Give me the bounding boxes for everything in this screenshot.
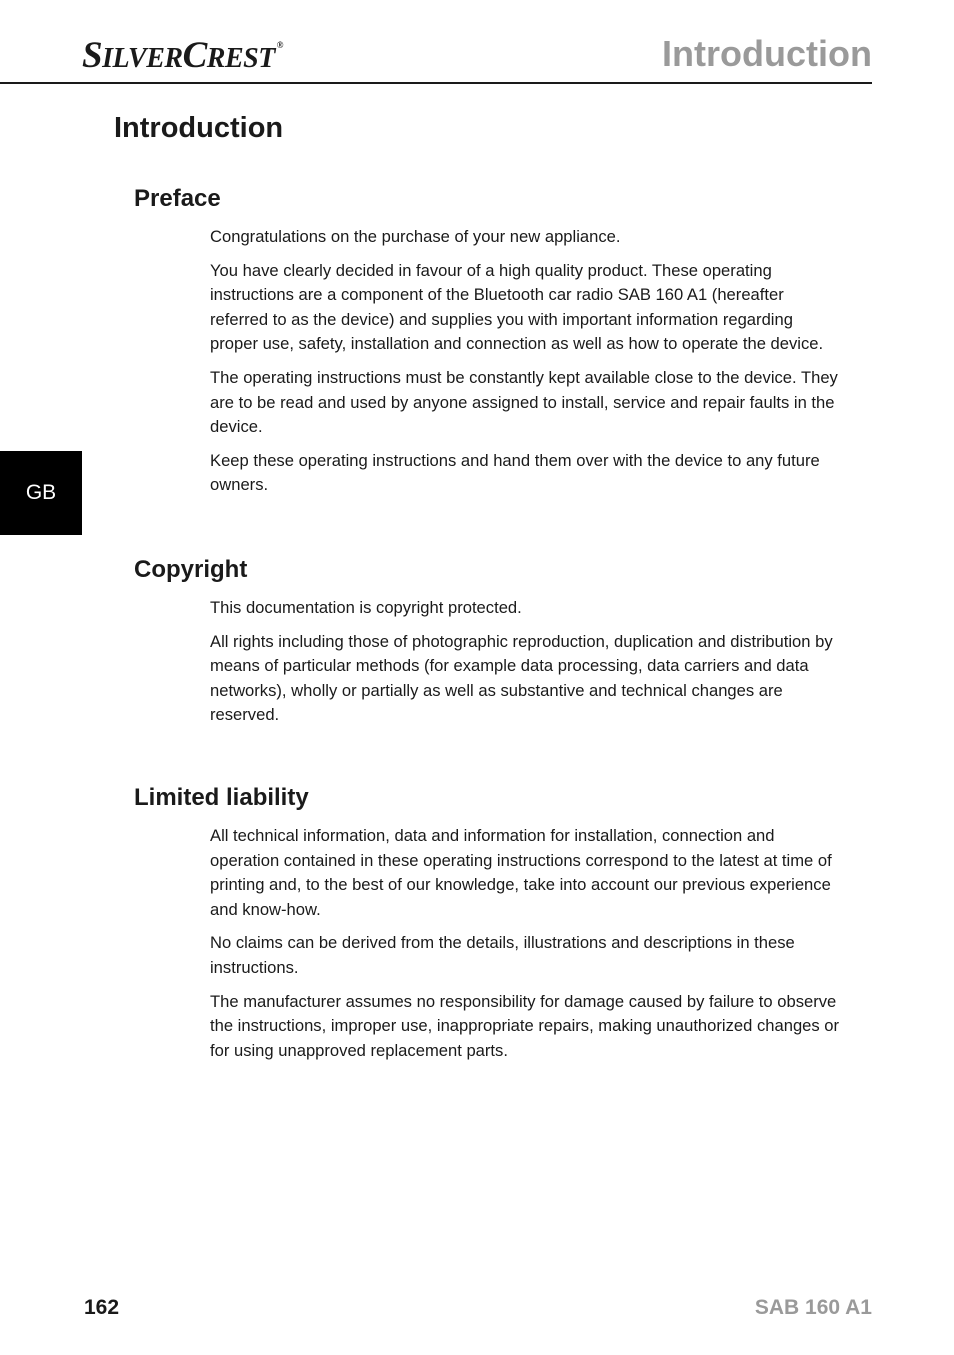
- page-title: Introduction: [114, 112, 284, 144]
- section-heading-preface: Preface: [134, 185, 221, 212]
- model-number: SAB 160 A1: [754, 1296, 872, 1319]
- paragraph: This documentation is copyright protected.: [210, 598, 522, 617]
- language-tab-label: GB: [25, 481, 57, 504]
- logo-letter-c: C: [182, 35, 207, 76]
- registered-mark: ®: [276, 40, 284, 50]
- logo-ilver: ILVER: [102, 43, 183, 74]
- paragraph: All technical information, data and information for installation, connection and operation contained in these operating instructions correspond to the latest at time of printing and, to the best of our knowledge, take into account our previous experience and know-how.: [210, 826, 832, 919]
- header-chapter-title: Introduction: [662, 33, 872, 74]
- paragraph: No claims can be derived from the details, illustrations and descriptions in these instructions.: [210, 933, 795, 977]
- page-number: 162: [84, 1296, 120, 1319]
- logo-rest: REST: [206, 43, 275, 74]
- paragraph: The operating instructions must be constantly kept available close to the device. They are to be read and used by anyone assigned to install, service and repair faults in the device.: [210, 367, 838, 437]
- section-body-copyright: [210, 596, 842, 737]
- section-heading-limited-liability: Limited liability: [134, 784, 309, 811]
- brand-logo: [82, 34, 283, 77]
- logo-letter-s: S: [82, 35, 103, 76]
- paragraph: Keep these operating instructions and hand them over with the device to any future owners.: [210, 450, 820, 495]
- section-body-limited-liability: [210, 824, 842, 1072]
- language-tab: [0, 451, 82, 535]
- section-heading-copyright: Copyright: [134, 556, 248, 583]
- paragraph: You have clearly decided in favour of a high quality product. These operating instructions are a component of the Bluetooth car radio SAB 160 A1 (hereafter referred to as the device) and supplies you with important information regarding proper use, safety, installation and connection as well as how to operate the device.: [210, 260, 824, 354]
- header-divider: [0, 82, 872, 84]
- paragraph: All rights including those of photographic reproduction, duplication and distribution by means of particular methods (for example data processing, data carriers and data networks), wholly or partially as well as substantive and technical changes are reserved.: [210, 631, 833, 725]
- paragraph: Congratulations on the purchase of your new appliance.: [210, 227, 621, 246]
- section-body-preface: [210, 225, 842, 507]
- paragraph: The manufacturer assumes no responsibility for damage caused by failure to observe the instructions, improper use, inappropriate repairs, making unauthorized changes or for using unapproved replacement parts.: [210, 991, 840, 1060]
